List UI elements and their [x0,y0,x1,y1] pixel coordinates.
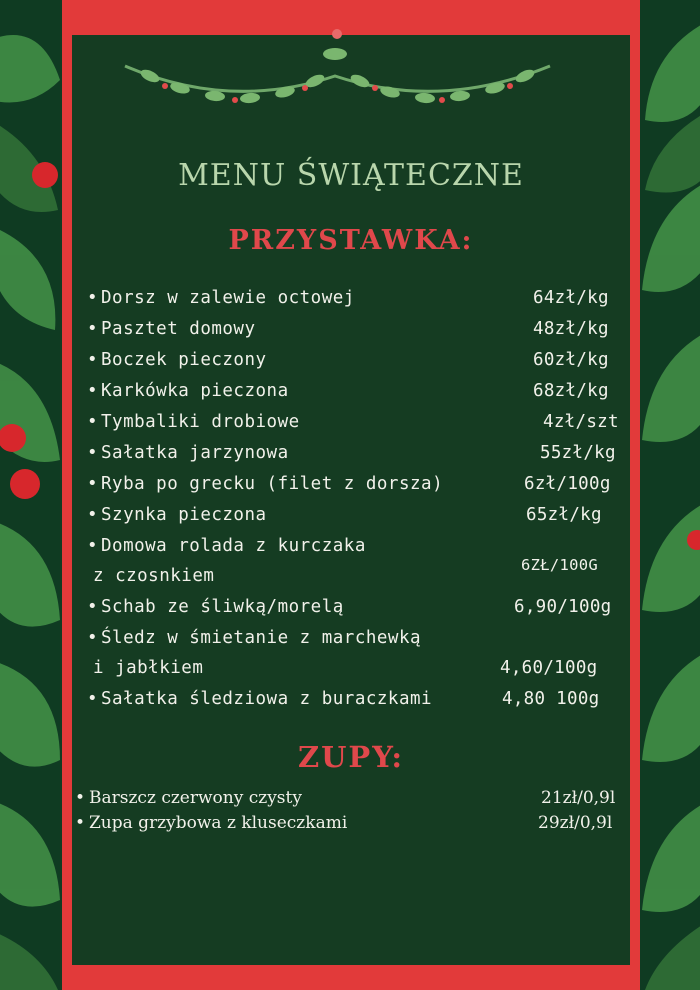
garland-icon [120,36,555,116]
list-item-continuation: i jabłkiem [93,658,204,678]
item-price: 29zł/0,9l [538,813,613,833]
item-price: 6ZŁ/100G [521,556,599,574]
list-item: • Schab ze śliwką/morelą [87,597,344,617]
list-item: • Śledz w śmietanie z marchewką [87,628,422,648]
list-item: • Boczek pieczony [87,350,267,370]
item-price: 4zł/szt [543,412,619,432]
list-item: • Sałatka śledziowa z buraczkami [87,689,433,709]
list-item-continuation: z czosnkiem [93,566,215,586]
item-price: 55zł/kg [540,443,616,463]
soups-heading: ZUPY: [297,740,405,774]
list-item: • Zupa grzybowa z kluseczkami [75,813,348,833]
item-price: 4,80 100g [502,689,600,709]
item-price: 65zł/kg [526,505,602,525]
item-price: 60zł/kg [533,350,609,370]
menu-title: MENU ŚWIĄTECZNE [178,158,524,193]
item-price: 64zł/kg [533,288,609,308]
list-item: • Sałatka jarzynowa [87,443,289,463]
list-item: • Barszcz czerwony czysty [75,788,302,808]
list-item: • Dorsz w zalewie octowej [87,288,355,308]
list-item: • Karkówka pieczona [87,381,289,401]
list-item: • Szynka pieczona [87,505,267,525]
list-item: • Domowa rolada z kurczaka [87,536,366,556]
list-item: • Pasztet domowy [87,319,256,339]
item-price: 68zł/kg [533,381,609,401]
list-item: • Ryba po grecku (filet z dorsza) [87,474,444,494]
item-price: 4,60/100g [500,658,598,678]
item-price: 6,90/100g [514,597,612,617]
list-item: • Tymbaliki drobiowe [87,412,300,432]
item-price: 48zł/kg [533,319,609,339]
item-price: 6zł/100g [524,474,611,494]
item-price: 21zł/0,9l [541,788,616,808]
appetizers-heading: PRZYSTAWKA: [228,225,474,256]
